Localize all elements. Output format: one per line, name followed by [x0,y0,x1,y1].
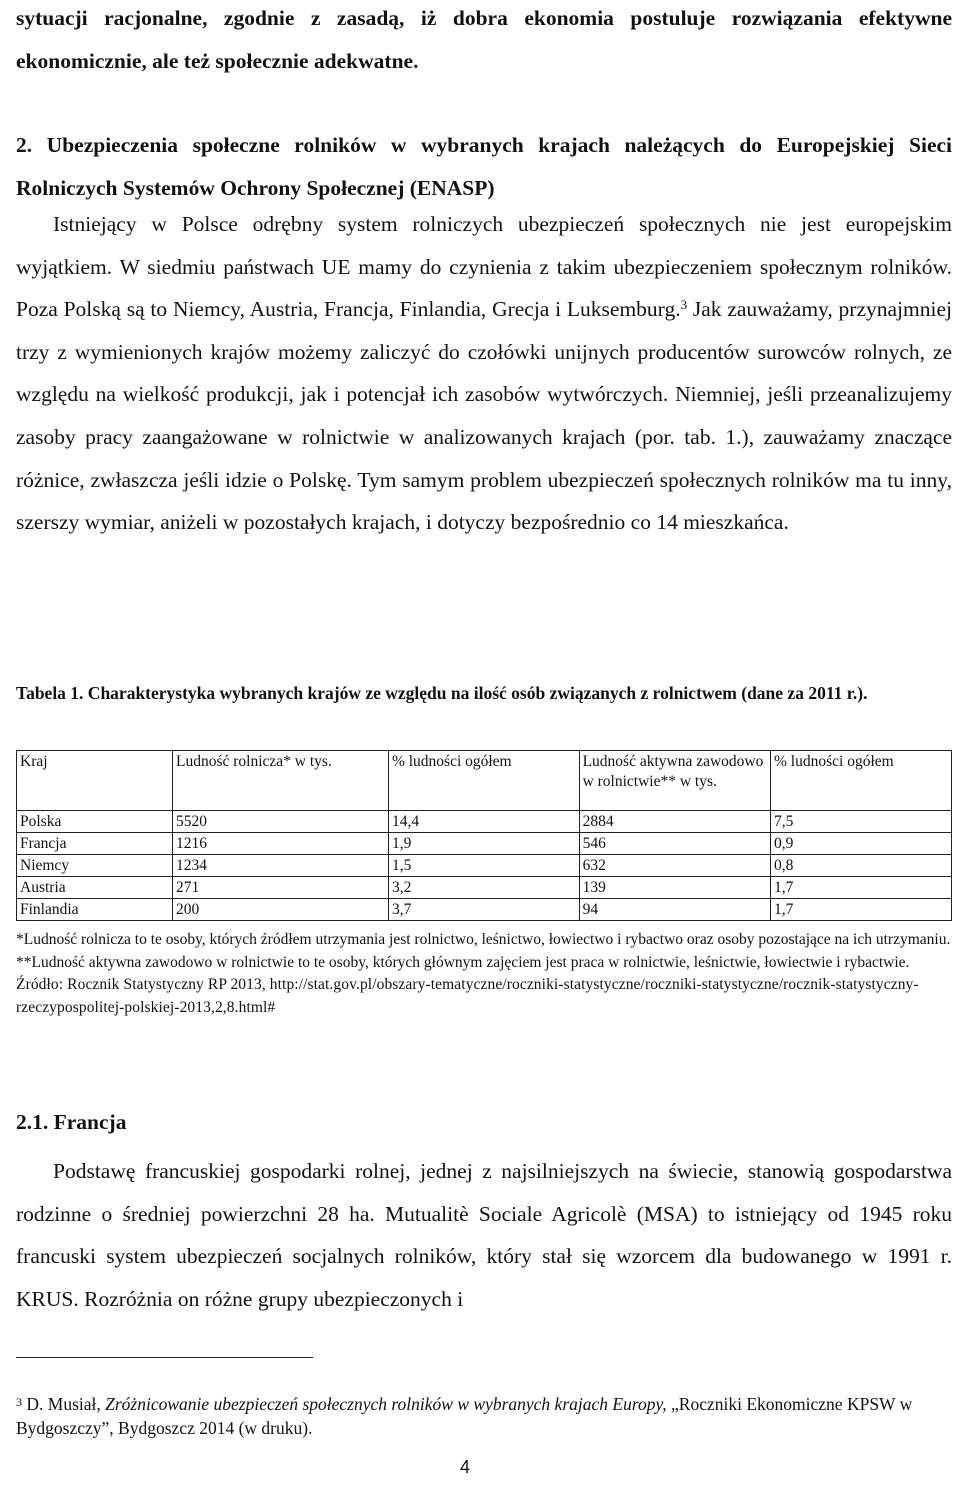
table-cell: 1216 [172,833,388,855]
table-cell: 200 [172,899,388,921]
table-header-cell: % ludności ogółem [388,751,579,811]
table-cell: 94 [579,899,770,921]
body-paragraph-2 [16,203,952,544]
page-number: 4 [460,1457,471,1477]
table-cell: 1,7 [771,877,952,899]
table-cell: Niemcy [17,855,173,877]
source-note: Źródło: Rocznik Statystyczny RP 2013, http://stat.gov.pl/obszary-tematyczne/roczniki-statystyczne/roczniki-statystyczne/rocznik-statystyczny-rzeczypospolitej-polskiej-2013,2,8.html# [16,976,919,1016]
table-cell: 271 [172,877,388,899]
table-header-cell: Kraj [17,751,173,811]
table-cell: 1234 [172,855,388,877]
table-row [17,855,952,877]
table-cell: 0,9 [771,833,952,855]
table-caption: Tabela 1. Charakterystyka wybranych krajów ze względu na ilość osób związanych z rolnictwem (dane za 2011 r.). [16,683,868,703]
table-header-cell: Ludność aktywna zawodowo w rolnictwie** w tys. [579,751,770,811]
table-row [17,899,952,921]
table-notes [16,929,952,1019]
table-header-cell: % ludności ogółem [771,751,952,811]
table-cell: 3,2 [388,877,579,899]
footnote [16,1392,952,1440]
section-heading: 2. Ubezpieczenia społeczne rolników w wybranych krajach należących do Europejskiej Sieci Rolniczych Systemów Ochrony Społecznej (ENASP) [16,133,952,200]
footnote-title: Zróżnicowanie ubezpieczeń społecznych rolników w wybranych krajach Europy, [105,1394,667,1414]
table-cell: Francja [17,833,173,855]
subsection-heading: 2.1. Francja [16,1110,127,1134]
footnote-number: 3 [16,1395,22,1409]
table-cell: 1,5 [388,855,579,877]
table-row [17,833,952,855]
table-row [17,877,952,899]
table-cell: 139 [579,877,770,899]
table-cell: 3,7 [388,899,579,921]
table-cell: Austria [17,877,173,899]
table-cell: 1,7 [771,899,952,921]
table-header-cell: Ludność rolnicza* w tys. [172,751,388,811]
table-cell: 632 [579,855,770,877]
footnote-author: D. Musiał, [22,1394,106,1414]
table-cell: 14,4 [388,811,579,833]
footnote-rest: „Roczniki Ekonomiczne KPSW w Bydgoszczy”, Bydgoszcz 2014 (w druku). [16,1394,913,1438]
body-paragraph-3: Podstawę francuskiej gospodarki rolnej, jednej z najsilniejszych na świecie, stanowią gospodarstwa rodzinne o średniej powierzchni 28 ha. Mutualitè Sociale Agricolè (MSA) to istniejący od 1945 roku francuski system ubezpieczeń socjalnych rolników, który stał się wzorcem dla budowanego w 1991 r. KRUS. Rozróżnia on różne grupy ubezpieczonych i [16,1159,952,1311]
footnote-ref[interactable]: 3 [680,297,688,313]
table-cell: 0,8 [771,855,952,877]
note-1: *Ludność rolnicza to te osoby, których źródłem utrzymania jest rolnictwo, leśnictwo, łowiectwo i rybactwo oraz osoby pozostające na ich utrzymaniu. [16,931,951,948]
table-cell: 5520 [172,811,388,833]
table-row [17,811,952,833]
table-cell: 7,5 [771,811,952,833]
paragraph-2-text-b: Jak zauważamy, przynajmniej trzy z wymienionych krajów możemy zaliczyć do czołówki unijnych producentów surowców rolnych, ze względu na wielkość produkcji, jak i potencjał ich zasobów wytwórczych. Niemniej, jeśli przeanalizujemy zasoby pracy zaangażowane w rolnictwie w analizowanych krajach (por. tab. 1.), zauważamy znaczące różnice, zwłaszcza jeśli idzie o Polskę. Tym samym problem ubezpieczeń społecznych rolników ma tu inny, szerszy wymiar, aniżeli w pozostałych krajach, i dotyczy bezpośrednio co 14 mieszkańca. [16,297,952,535]
table-cell: 546 [579,833,770,855]
note-2: **Ludność aktywna zawodowo w rolnictwie to te osoby, których głównym zajęciem jest praca w rolnictwie, leśnictwie, łowiectwie i rybactwie. [16,953,910,971]
table-cell: 1,9 [388,833,579,855]
data-table [16,750,952,921]
footnote-separator [16,1357,313,1358]
table-cell: Polska [17,811,173,833]
paragraph-2-text-a: Istniejący w Polsce odrębny system rolniczych ubezpieczeń społecznych nie jest europejskim wyjątkiem. W siedmiu państwach UE mamy do czynienia z takim ubezpieczeniem społecznym rolników. Poza Polską są to Niemcy, Austria, Francja, Finlandia, Grecja i Luksemburg. [16,212,952,322]
table-header-row [17,751,952,811]
intro-paragraph: sytuacji racjonalne, zgodnie z zasadą, iż dobra ekonomia postuluje rozwiązania efektywne ekonomicznie, ale też społecznie adekwatne. [16,6,952,73]
table-cell: Finlandia [17,899,173,921]
table-cell: 2884 [579,811,770,833]
